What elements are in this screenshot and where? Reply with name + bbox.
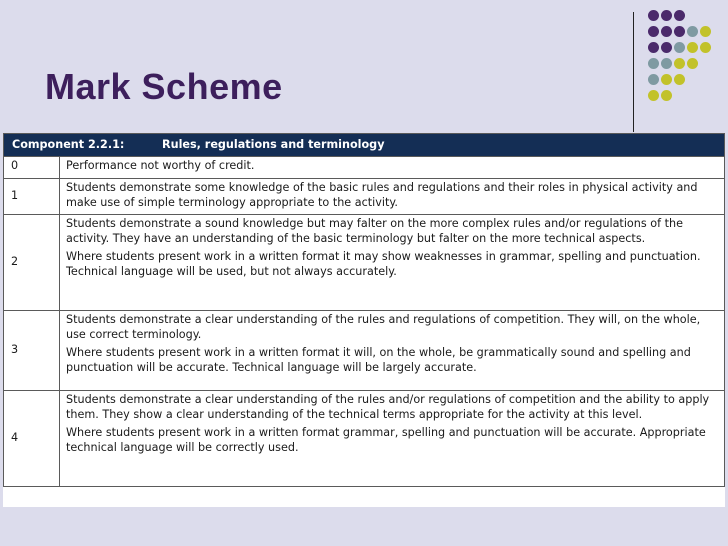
dot [648,58,659,69]
descriptor-text: Students demonstrate a sound knowledge but may falter on the more complex rules and/or regulations of the activity. They have an understanding of the basic terminology but falter on the more technical aspects. [66,217,683,245]
divider-line [633,12,634,132]
table-header-row [4,134,725,157]
mark-scheme-table [3,133,725,487]
dot [661,74,672,85]
dot [648,26,659,37]
dot [648,10,659,21]
decorative-dots [648,10,724,106]
level-cell: 1 [4,179,60,215]
descriptor-text: Students demonstrate a clear understanding of the rules and regulations of competition. They will, on the whole, use correct terminology. [66,313,701,341]
dot [687,58,698,69]
mark-scheme-table-container [3,133,725,507]
table-row [4,179,725,215]
dot [661,42,672,53]
descriptor-text: Students demonstrate some knowledge of the basic rules and regulations and their roles in physical activity and make use of simple terminology appropriate to the activity. [66,181,698,209]
dot [661,58,672,69]
dot [674,42,685,53]
level-cell: 4 [4,391,60,487]
descriptor-cell [60,179,725,215]
level-cell: 2 [4,215,60,311]
descriptor-cell [60,391,725,487]
written-format-text: Where students present work in a written format grammar, spelling and punctuation will be accurate. Appropriate technical language will be correctly used. [66,426,706,454]
dot [674,74,685,85]
dot [648,42,659,53]
table-row [4,157,725,179]
descriptor-text: Performance not worthy of credit. [66,159,255,172]
dot [661,26,672,37]
dot [661,90,672,101]
descriptor-text: Students demonstrate a clear understanding of the rules and/or regulations of competition and the ability to apply them. They show a clear understanding of the technical terms appropriate for the activity at this level. [66,393,710,421]
written-format-text: Where students present work in a written format it will, on the whole, be grammatically sound and spelling and punctuation will be accurate. Technical language will be largely accurate. [66,346,691,374]
level-cell: 3 [4,311,60,391]
dot [700,26,711,37]
component-heading: Rules, regulations and terminology [162,137,385,151]
dot [674,10,685,21]
table-header-cell [4,134,725,157]
dot [687,26,698,37]
descriptor-cell [60,157,725,179]
table-row [4,215,725,311]
descriptor-cell [60,215,725,311]
dot [648,90,659,101]
dot [648,74,659,85]
component-label: Component 2.2.1: [12,137,125,151]
slide-title: Mark Scheme [45,66,283,107]
table-row [4,311,725,391]
dot [661,10,672,21]
written-format-text: Where students present work in a written format it may show weaknesses in grammar, spelling and punctuation. Technical language will be used, but not always accurately. [66,250,701,278]
level-cell: 0 [4,157,60,179]
dot [674,26,685,37]
dot [700,42,711,53]
dot [674,58,685,69]
dot [687,42,698,53]
table-row [4,391,725,487]
descriptor-cell [60,311,725,391]
